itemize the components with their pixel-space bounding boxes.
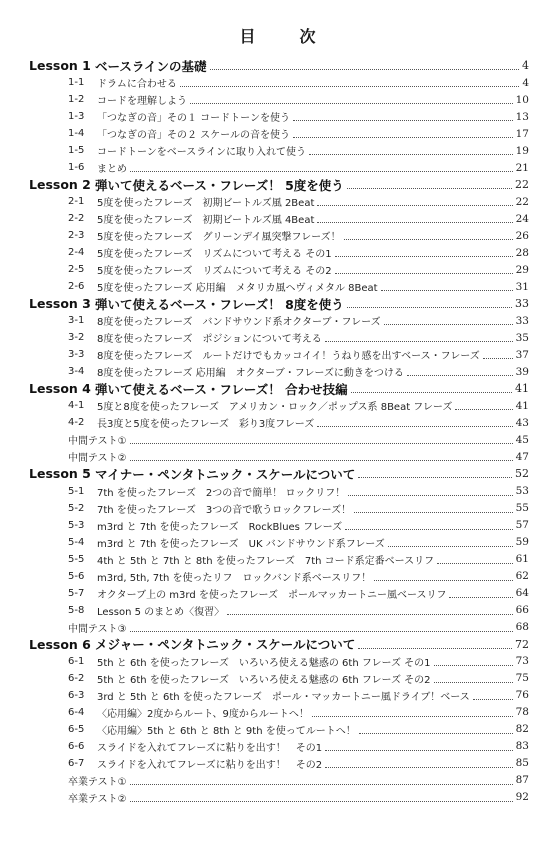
section-number: 5-3 [68, 519, 85, 531]
dot-leader [130, 784, 513, 785]
toc-section-row [0, 738, 555, 755]
dot-leader [317, 426, 513, 427]
dot-leader [384, 324, 513, 325]
toc-section-row [0, 108, 555, 125]
section-title: 5度を使ったフレーズ 初期ビートルズ風 4Beat [97, 215, 315, 227]
dot-leader [347, 188, 512, 189]
toc-section-row [0, 585, 555, 602]
toc-test-row [0, 619, 555, 636]
toc-section-row [0, 125, 555, 142]
lesson-number: Lesson 1 [29, 58, 91, 73]
section-title: 5度を使ったフレーズ リズムについて考える その1 [97, 249, 332, 261]
page-number: 24 [515, 212, 529, 225]
section-number: 1-4 [68, 128, 85, 140]
toc-section-row [0, 74, 555, 91]
lesson-title: 弾いて使えるベース・フレーズ！ 8度を使う [95, 296, 344, 312]
page-number: 13 [515, 110, 529, 123]
dot-leader [359, 733, 513, 734]
page-number: 75 [515, 672, 529, 685]
toc-section-row [0, 244, 555, 261]
page-title: 目 次 [239, 27, 330, 46]
page-number: 33 [515, 297, 529, 311]
section-title: 5度を使ったフレーズ 初期ビートルズ風 2Beat [97, 198, 315, 210]
page-number: 17 [515, 127, 529, 140]
dot-leader [388, 546, 513, 547]
page-number: 62 [515, 570, 529, 583]
toc-test-row [0, 789, 555, 806]
toc-section-row [0, 653, 555, 670]
dot-leader [180, 86, 519, 87]
toc-section-row [0, 363, 555, 380]
section-title: コードを理解しよう [97, 96, 187, 108]
section-number: 5-2 [68, 502, 85, 514]
dot-leader [317, 222, 513, 223]
section-title: 5度と8度を使ったフレーズ アメリカン・ロック／ポップス系 8Beat フレーズ [97, 402, 453, 414]
page-number: 61 [515, 553, 529, 566]
section-number: 2-6 [68, 281, 85, 293]
section-title: 8度を使ったフレーズ 応用編 オクターブ・フレーズに動きをつける [97, 368, 404, 380]
section-title: 「つなぎの音」その１ コードトーンを使う [97, 113, 290, 125]
section-title: m3rd と 7th を使ったフレーズ UK バンドサウンド系フレーズ [97, 538, 385, 550]
test-title: 卒業テスト② [68, 793, 127, 805]
section-title: オクターブ上の m3rd を使ったフレーズ ポールマッカートニー風ベースリフ [97, 589, 447, 601]
page-number: 68 [515, 621, 529, 634]
page-number: 92 [515, 791, 529, 804]
toc-section-row [0, 159, 555, 176]
dot-leader [347, 307, 512, 308]
dot-leader [130, 631, 513, 632]
lesson-number: Lesson 6 [29, 636, 91, 652]
dot-leader [317, 205, 513, 206]
section-number: 1-2 [68, 94, 85, 106]
toc-section-row [0, 517, 555, 534]
dot-leader [358, 648, 512, 649]
section-number: 3-2 [68, 332, 85, 344]
page-number: 10 [515, 93, 529, 106]
section-title: 5th と 6th を使ったフレーズ いろいろ使える魅惑の 6th フレーズ その2 [97, 674, 431, 686]
toc-section-row [0, 261, 555, 278]
section-number: 2-4 [68, 247, 85, 259]
page-number: 35 [515, 331, 529, 344]
toc-lesson-row [0, 636, 555, 653]
dot-leader [325, 750, 513, 751]
toc-section-row [0, 602, 555, 619]
dot-leader [345, 529, 513, 530]
section-number: 4-2 [68, 417, 85, 429]
dot-leader [130, 801, 513, 802]
page-number: 4 [522, 76, 529, 89]
page-number: 52 [515, 467, 529, 481]
dot-leader [473, 699, 513, 700]
toc-section-row [0, 193, 555, 210]
section-number: 6-2 [68, 672, 85, 684]
section-title: 〈応用編〉5th と 6th と 8th と 9th を使ってルートへ！ [97, 725, 356, 737]
dot-leader [335, 273, 513, 274]
section-number: 1-5 [68, 145, 85, 157]
page-number: 39 [515, 365, 529, 378]
dot-leader [130, 171, 513, 172]
toc-section-row [0, 397, 555, 414]
page-number: 31 [515, 280, 529, 293]
dot-leader [227, 614, 513, 615]
toc-section-row [0, 687, 555, 704]
page-number: 22 [515, 178, 529, 192]
section-number: 1-6 [68, 162, 85, 174]
dot-leader [309, 154, 513, 155]
section-number: 5-8 [68, 604, 85, 616]
section-number: 5-5 [68, 553, 85, 565]
page-number: 73 [515, 655, 529, 668]
toc-section-row [0, 312, 555, 329]
page-number: 47 [515, 450, 529, 463]
lesson-number: Lesson 2 [29, 177, 91, 193]
dot-leader [434, 682, 513, 683]
toc-section-row [0, 142, 555, 159]
page-number: 21 [515, 161, 529, 174]
page-number: 72 [515, 637, 529, 651]
page-number: 37 [515, 348, 529, 361]
section-title: 4th と 5th と 7th と 8th を使ったフレーズ 7th コード系定番ベースリフ [97, 555, 435, 567]
page-number: 85 [515, 757, 529, 770]
section-title: 8度を使ったフレーズ ポジションについて考える [97, 334, 322, 346]
section-title: ドラムに合わせる [97, 79, 177, 91]
toc-section-row [0, 483, 555, 500]
lesson-title: ベースラインの基礎 [95, 58, 207, 74]
section-title: スライドを入れてフレーズに粘りを出す！ その1 [97, 742, 323, 754]
toc-test-row [0, 448, 555, 465]
section-number: 6-1 [68, 655, 85, 667]
page-number: 41 [515, 399, 529, 412]
toc-lesson-row [0, 176, 555, 193]
test-title: 中間テスト① [68, 436, 127, 448]
section-title: m3rd, 5th, 7th を使ったリフ ロックバンド系ベースリフ！ [97, 572, 372, 584]
section-title: m3rd と 7th を使ったフレーズ RockBlues フレーズ [97, 521, 343, 533]
section-number: 6-5 [68, 723, 85, 735]
page-number: 22 [515, 195, 529, 208]
dot-leader [312, 716, 513, 717]
section-number: 2-3 [68, 230, 85, 242]
section-number: 1-1 [68, 77, 85, 89]
section-title: 7th を使ったフレーズ 2つの音で簡単！ ロックリフ！ [97, 487, 346, 499]
section-number: 1-3 [68, 111, 85, 123]
lesson-title: 弾いて使えるベース・フレーズ！ 5度を使う [95, 177, 344, 193]
dot-leader [348, 495, 513, 496]
section-number: 5-6 [68, 570, 85, 582]
toc-lesson-row [0, 465, 555, 482]
page-number: 87 [515, 774, 529, 787]
section-title: 〈応用編〉2度からルート、9度からルートへ！ [97, 708, 309, 720]
page-number: 55 [515, 502, 529, 515]
toc-section-row [0, 346, 555, 363]
toc-section-row [0, 414, 555, 431]
lesson-title: メジャー・ペンタトニック・スケールについて [95, 637, 356, 653]
section-title: 3rd と 5th と 6th を使ったフレーズ ポール・マッカートニー風ドライブ！ベース [97, 691, 470, 703]
section-number: 2-5 [68, 264, 85, 276]
page-number: 83 [515, 740, 529, 753]
lesson-number: Lesson 5 [29, 466, 91, 482]
dot-leader [335, 256, 513, 257]
section-title: コードトーンをベースラインに取り入れて使う [97, 147, 306, 159]
section-number: 6-6 [68, 740, 85, 752]
section-number: 2-1 [68, 196, 85, 208]
dot-leader [293, 120, 513, 121]
toc-section-row [0, 278, 555, 295]
section-title: 5度を使ったフレーズ 応用編 メタリカ風ヘヴィメタル 8Beat [97, 283, 378, 295]
dot-leader [358, 477, 512, 478]
toc-section-row [0, 670, 555, 687]
section-title: 5度を使ったフレーズ グリーンデイ風突撃フレーズ！ [97, 232, 341, 244]
lesson-number: Lesson 4 [29, 381, 91, 397]
toc-section-row [0, 704, 555, 721]
dot-leader [293, 137, 513, 138]
toc-section-row [0, 227, 555, 244]
page-number: 59 [515, 536, 529, 549]
section-title: 5th と 6th を使ったフレーズ いろいろ使える魅惑の 6th フレーズ その1 [97, 657, 431, 669]
page-number: 41 [515, 382, 529, 396]
section-title: 5度を使ったフレーズ リズムについて考える その2 [97, 266, 332, 278]
page-number: 45 [515, 433, 529, 446]
section-number: 6-7 [68, 757, 85, 769]
page-number: 66 [515, 604, 529, 617]
page-number: 43 [515, 416, 529, 429]
dot-leader [190, 103, 513, 104]
page-number: 26 [515, 229, 529, 242]
section-title: 8度を使ったフレーズ バンドサウンド系オクターブ・フレーズ [97, 317, 381, 329]
dot-leader [325, 341, 513, 342]
page-number: 28 [515, 246, 529, 259]
toc-lesson-row [0, 295, 555, 312]
dot-leader [374, 580, 513, 581]
toc-section-row [0, 755, 555, 772]
page-number: 76 [515, 689, 529, 702]
toc-lesson-row [0, 380, 555, 397]
test-title: 中間テスト② [68, 453, 127, 465]
toc-section-row [0, 721, 555, 738]
section-number: 3-1 [68, 315, 85, 327]
section-title: Lesson 5 のまとめ〈復習〉 [97, 606, 225, 618]
dot-leader [483, 358, 513, 359]
dot-leader [449, 597, 513, 598]
page-number: 57 [515, 519, 529, 532]
dot-leader [130, 460, 513, 461]
section-number: 5-1 [68, 485, 85, 497]
toc-section-row [0, 210, 555, 227]
dot-leader [130, 443, 513, 444]
section-number: 3-3 [68, 349, 85, 361]
page-number: 82 [515, 723, 529, 736]
dot-leader [381, 290, 513, 291]
toc-section-row [0, 329, 555, 346]
toc-section-row [0, 534, 555, 551]
toc-test-row [0, 772, 555, 789]
test-title: 中間テスト③ [68, 623, 127, 635]
section-title: 「つなぎの音」その２ スケールの音を使う [97, 130, 290, 142]
lesson-title: 弾いて使えるベース・フレーズ！ 合わせ技編 [95, 381, 348, 397]
section-title: まとめ [97, 164, 127, 176]
dot-leader [437, 563, 513, 564]
section-number: 3-4 [68, 366, 85, 378]
dot-leader [407, 375, 513, 376]
test-title: 卒業テスト① [68, 776, 127, 788]
toc-test-row [0, 431, 555, 448]
section-title: 長3度と5度を使ったフレーズ 彩り3度フレーズ [97, 419, 315, 431]
section-number: 5-4 [68, 536, 85, 548]
toc-section-row [0, 500, 555, 517]
page-number: 33 [515, 314, 529, 327]
toc-section-row [0, 91, 555, 108]
lesson-title: マイナー・ペンタトニック・スケールについて [95, 466, 356, 482]
section-number: 6-4 [68, 706, 85, 718]
dot-leader [210, 69, 519, 70]
page-number: 4 [522, 59, 529, 72]
section-number: 6-3 [68, 689, 85, 701]
page-number: 78 [515, 706, 529, 719]
section-title: スライドを入れてフレーズに粘りを出す！ その2 [97, 759, 323, 771]
section-title: 7th を使ったフレーズ 3つの音で歌うロックフレーズ！ [97, 504, 352, 516]
dot-leader [325, 767, 513, 768]
toc-lesson-row [0, 57, 555, 74]
section-number: 5-7 [68, 587, 85, 599]
page-number: 64 [515, 587, 529, 600]
dot-leader [434, 665, 513, 666]
dot-leader [344, 239, 513, 240]
dot-leader [354, 512, 513, 513]
dot-leader [351, 392, 512, 393]
section-title: 8度を使ったフレーズ ルートだけでもカッコイイ！うねり感を出すベース・フレーズ [97, 351, 480, 363]
toc-section-row [0, 568, 555, 585]
page-number: 19 [515, 144, 529, 157]
toc-section-row [0, 551, 555, 568]
section-number: 2-2 [68, 213, 85, 225]
page-number: 53 [515, 485, 529, 497]
dot-leader [455, 409, 513, 410]
page-number: 29 [515, 263, 529, 276]
section-number: 4-1 [68, 400, 85, 412]
lesson-number: Lesson 3 [29, 296, 91, 312]
